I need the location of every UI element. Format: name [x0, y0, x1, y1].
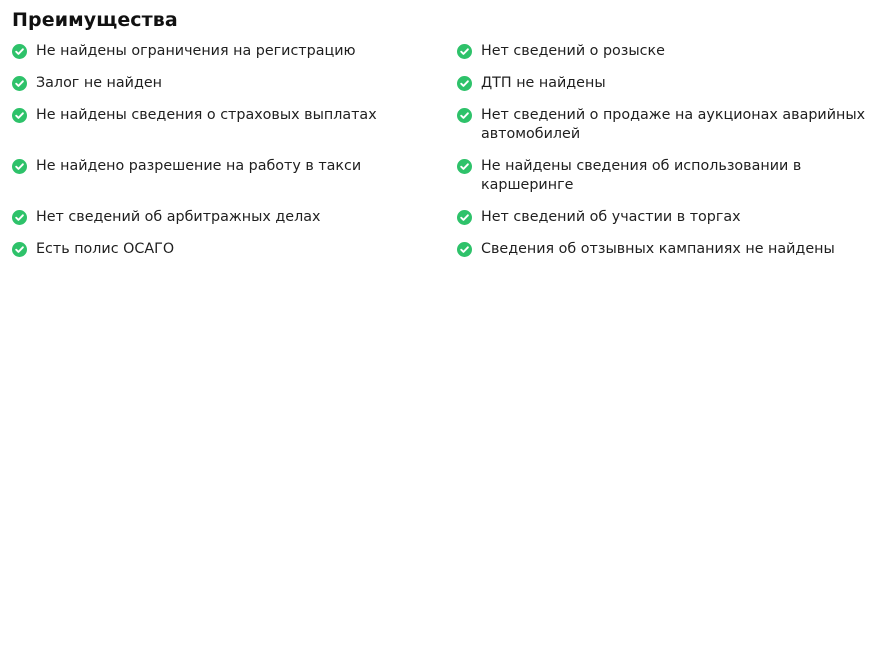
advantages-list [12, 42, 892, 272]
item-label: Нет сведений о розыске [481, 43, 665, 59]
list-item [12, 208, 457, 227]
item-label: Сведения об отзывных кампаниях не найдены [481, 241, 835, 257]
check-circle-icon [457, 108, 472, 123]
check-circle-icon [457, 242, 472, 257]
item-label: Нет сведений об участии в торгах [481, 209, 741, 225]
check-circle-icon [12, 76, 27, 91]
check-circle-icon [12, 210, 27, 225]
list-item [457, 106, 887, 144]
list-item [457, 240, 887, 259]
check-circle-icon [12, 159, 27, 174]
section-title: Преимущества [12, 9, 178, 31]
list-item [457, 157, 887, 195]
check-circle-icon [457, 210, 472, 225]
check-circle-icon [12, 108, 27, 123]
list-item [12, 42, 457, 61]
check-circle-icon [12, 44, 27, 59]
item-label: Нет сведений об арбитражных делах [36, 209, 321, 225]
item-label: ДТП не найдены [481, 75, 606, 91]
list-item [12, 157, 457, 195]
list-item [457, 42, 887, 61]
list-item [12, 240, 457, 259]
item-label: Есть полис ОСАГО [36, 241, 175, 257]
list-item [457, 74, 887, 93]
item-label: Залог не найден [36, 75, 162, 91]
item-label: Не найдены сведения об использовании в каршеринге [481, 158, 802, 193]
item-label: Нет сведений о продаже на аукционах аварийных автомобилей [481, 107, 866, 142]
item-label: Не найдено разрешение на работу в такси [36, 158, 362, 174]
list-item [12, 74, 457, 93]
check-circle-icon [457, 76, 472, 91]
item-label: Не найдены сведения о страховых выплатах [36, 107, 377, 123]
check-circle-icon [12, 242, 27, 257]
list-item [457, 208, 887, 227]
check-circle-icon [457, 159, 472, 174]
advantages-panel [12, 8, 892, 272]
item-label: Не найдены ограничения на регистрацию [36, 43, 356, 59]
check-circle-icon [457, 44, 472, 59]
list-item [12, 106, 457, 144]
